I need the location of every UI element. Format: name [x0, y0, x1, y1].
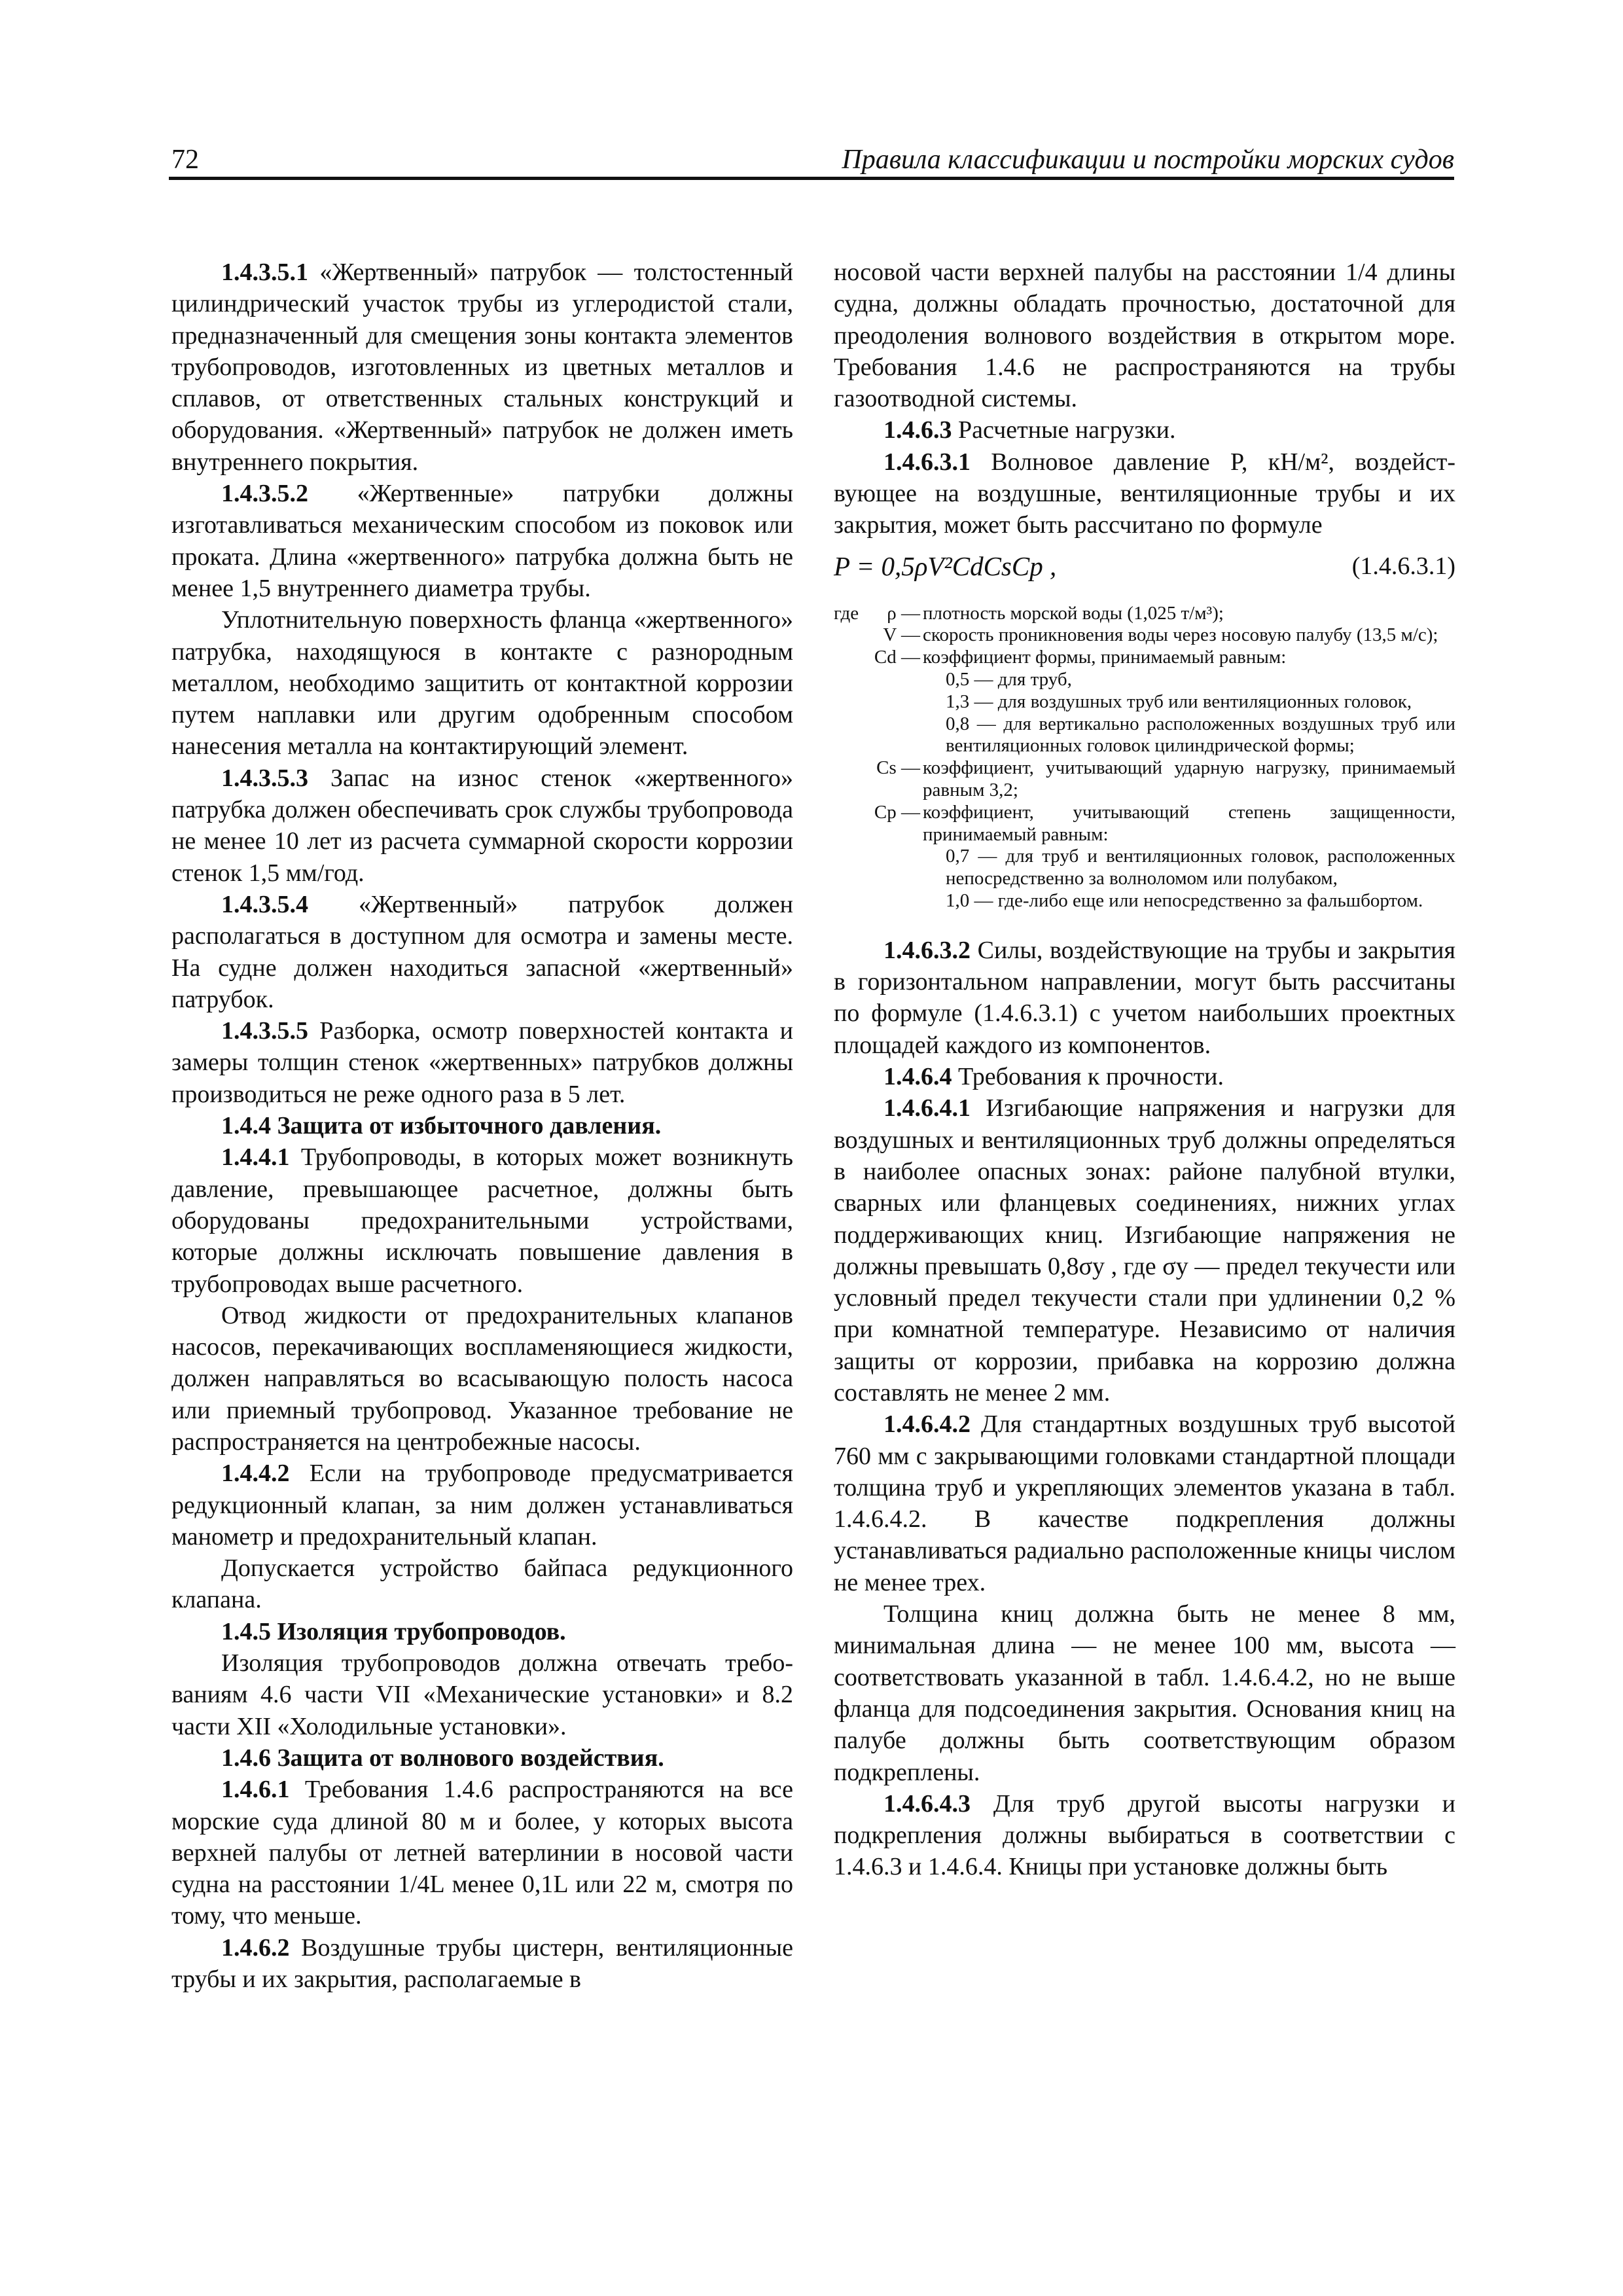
paragraph-text: Разборка, осмотр поверхностей контакта и замеры толщин стенок «жертвенных» патрубков должны производиться не реже одного раза в 5 лет. — [171, 1017, 793, 1108]
formula-number: (1.4.6.3.1) — [1351, 552, 1455, 580]
clause-number: 1.4.6.1 — [221, 1776, 290, 1804]
paragraph — [171, 1458, 793, 1552]
paragraph-text: Расчетные нагрузки. — [952, 416, 1176, 444]
clause-number: 1.4.6.3.2 — [883, 936, 971, 964]
definition-text: коэффициент формы, принимаемый равным: — [923, 647, 1287, 668]
clause-number: 1.4.3.5.3 — [221, 764, 308, 792]
definition-symbol: Cs — — [876, 757, 920, 779]
paragraph — [171, 478, 793, 604]
paragraph-text: Требования 1.4.6 распространяются на все морские суда длиной 80 м и более, у которых высота верхней палубы от летней ватерлинии в носовой части судна на расстоянии 1/4L менее 0,1L или 22 м, смотря по тому, что меньше. — [171, 1776, 793, 1930]
paragraph — [834, 414, 1455, 446]
section-heading — [171, 1616, 793, 1647]
page-number: 72 — [171, 145, 199, 175]
paragraph — [171, 604, 793, 762]
paragraph-text: 1.4.4 Защита от избыточного давления. — [221, 1112, 662, 1140]
definition-subitem: 0,5 — для труб, — [946, 669, 1072, 691]
clause-number: 1.4.6.3.1 — [883, 448, 971, 476]
where-label: где — [834, 602, 859, 624]
paragraph — [834, 1598, 1455, 1788]
paragraph-text: 1.4.5 Изоляция трубопроводов. — [221, 1617, 566, 1645]
right-top-text — [834, 257, 1455, 541]
paragraph-text: носовой части верхней палубы на расстоянии 1/4 длины судна, должны обладать прочностью, достаточной для преодоления волнового воздействия в открытом море. Требования 1.4.6 не распространяются на трубы газоотводной системы. — [834, 259, 1455, 413]
left-column — [171, 257, 793, 1995]
paragraph — [834, 1092, 1455, 1408]
paragraph — [171, 1647, 793, 1742]
clause-number: 1.4.6.4.2 — [883, 1410, 971, 1439]
clause-number: 1.4.3.5.2 — [221, 480, 308, 508]
paragraph-text: Волновое давление P, кН/м², воздействующее на воздушные, вентиляционные трубы и их закрытия, может быть рассчитано по формуле — [834, 448, 1455, 539]
definition-subitem: 1,0 — где-либо еще или непосредственно за фальшбортом. — [946, 890, 1423, 912]
definition-subitem: 1,3 — для воздушных труб или вентиляционных головок, — [946, 691, 1412, 712]
formula — [834, 550, 1455, 595]
paragraph — [834, 446, 1455, 541]
paragraph — [171, 1774, 793, 1931]
paragraph — [171, 257, 793, 478]
definition-symbol: V — — [883, 624, 920, 646]
paragraph-text: Изоляция трубопроводов должна отвечать требованиям 4.6 части VII «Механические установки» и 8.2 части XII «Холодильные установки». — [171, 1649, 793, 1740]
running-title: Правила классификации и постройки морских судов — [842, 145, 1454, 175]
definition-row — [834, 603, 1455, 625]
paragraph — [171, 1552, 793, 1616]
paragraph — [834, 1061, 1455, 1092]
definition-text: скорость проникновения воды через носовую палубу (13,5 м/с); — [923, 624, 1438, 646]
paragraph — [834, 1788, 1455, 1883]
paragraph-text: «Жертвенные» патрубки должны изготавливаться механическим способом из поковок или проката. Длина «жертвенного» патрубка должна быть не менее 1,5 внутреннего диаметра трубы. — [171, 480, 793, 602]
paragraph-text: «Жертвенный» патрубок должен располагаться в доступном для осмотра и замены месте. На судне должен находиться запасной «жертвенный» патрубок. — [171, 890, 793, 1013]
paragraph — [171, 762, 793, 889]
definition-symbol: Cp — — [874, 801, 920, 823]
paragraph-text: Для стандартных воздушных труб высотой 760 мм с закрывающими головками стандартной площади толщина труб и укрепляющих элементов указана в табл. 1.4.6.4.2. В качестве подкрепления должны устанавливаться радиально расположенные кницы числом не менее трех. — [834, 1410, 1455, 1596]
definition-row — [834, 802, 1455, 912]
paragraph-text: Допускается устройство байпаса редукционного клапана. — [171, 1554, 793, 1614]
paragraph — [171, 1141, 793, 1299]
paragraph-text: 1.4.6 Защита от волнового воздействия. — [221, 1744, 664, 1772]
paragraph-text: Толщина книц должна быть не менее 8 мм, минимальная длина — не менее 100 мм, высота — соответствовать указанной в табл. 1.4.6.4.2, но не выше фланца для подсоединения закрытия. Основания книц на палубе должны быть соответствующим образом подкреплены. — [834, 1600, 1455, 1786]
definition-symbol: ρ — — [887, 602, 920, 624]
clause-number: 1.4.3.5.1 — [221, 259, 308, 286]
paragraph-text: «Жертвенный» патрубок — толстостенный цилиндрический участок трубы из углеродистой стали, предназначенный для смещения зоны контакта элементов трубопроводов, изготовленных из цветных металлов и сплавов, от ответственных стальных конструкций и оборудования. «Жертвенный» патрубок не должен иметь внутреннего покрытия. — [171, 259, 793, 476]
right-bottom-text — [834, 935, 1455, 1883]
clause-number: 1.4.6.4.1 — [883, 1094, 971, 1122]
paragraph — [171, 889, 793, 1015]
paragraph-text: Воздушные трубы цистерн, вентиляционные трубы и их закрытия, располагаемые в — [171, 1933, 793, 1994]
paragraph-text: Изгибающие напряжения и нагрузки для воздушных и вентиляционных труб должны определяться в наиболее опасных зонах: районе палубной втулки, сварных или фланцевых соединениях, нижних углах поддерживающих книц. Изгибающие напряжения не должны превышать 0,8σy , где σy — предел текучести или условный предел текучести стали при удлинении 0,2 % при комнатной температуре. Независимо от наличия защиты от коррозии, прибавка на коррозию должна составлять не менее 2 мм. — [834, 1094, 1455, 1407]
definition-symbol: Cd — — [874, 647, 920, 668]
page-header — [169, 140, 1454, 179]
paragraph — [171, 1932, 793, 1996]
section-heading — [171, 1742, 793, 1774]
clause-number: 1.4.3.5.5 — [221, 1017, 308, 1045]
clause-number: 1.4.6.2 — [221, 1933, 290, 1962]
paragraph-text: Требования к прочности. — [952, 1063, 1224, 1091]
definition-text: коэффициент, учитывающий ударную нагрузку, принимаемый равным 3,2; — [923, 757, 1455, 801]
paragraph — [834, 1408, 1455, 1598]
definition-row — [834, 647, 1455, 757]
paragraph — [834, 935, 1455, 1061]
definition-row — [834, 624, 1455, 647]
definition-row — [834, 757, 1455, 802]
definition-subitem: 0,8 — для вертикально расположенных воздушных труб или вентиляционных головок цилиндрической формы; — [946, 713, 1455, 757]
clause-number: 1.4.6.4 — [883, 1063, 952, 1091]
section-heading — [171, 1110, 793, 1141]
clause-number: 1.4.3.5.4 — [221, 890, 308, 918]
clause-number: 1.4.4.1 — [221, 1143, 290, 1172]
definition-text: плотность морской воды (1,025 т/м³); — [923, 602, 1224, 624]
formula-expression: P = 0,5ρV²CdCsCp , — [834, 550, 1057, 581]
paragraph-text: Если на трубопроводе предусматривается редукционный клапан, за ним должен устанавливаться манометр и предохранительный клапан. — [171, 1460, 793, 1551]
formula-definitions — [834, 603, 1455, 912]
right-column — [834, 257, 1455, 1883]
paragraph — [171, 1015, 793, 1110]
definition-text: коэффициент, учитывающий степень защищенности, принимаемый равным: — [923, 801, 1455, 845]
clause-number: 1.4.4.2 — [221, 1460, 290, 1488]
paragraph-text: Силы, воздействующие на трубы и закрытия в горизонтальном направлении, могут быть рассчитаны по формуле (1.4.6.3.1) с учетом наибольших проектных площадей каждого из компонентов. — [834, 936, 1455, 1059]
paragraph-text: Трубопроводы, в которых может возникнуть давление, превышающее расчетное, должны быть оборудованы предохранительными устройствами, которые должны исключать повышение давления в трубопроводах выше расчетного. — [171, 1143, 793, 1298]
definition-subitem: 0,7 — для труб и вентиляционных головок, расположенных непосредственно за волноломом или полубаком, — [946, 846, 1455, 889]
paragraph-text: Запас на износ стенок «жертвенного» патрубка должен обеспечивать срок службы трубопровода не менее 10 лет из расчета суммарной скорости коррозии стенок 1,5 мм/год. — [171, 764, 793, 887]
paragraph-text: Для труб другой высоты нагрузки и подкрепления должны выбираться в соответствии с 1.4.6.3 и 1.4.6.4. Кницы при установке должны быть — [834, 1789, 1455, 1881]
clause-number: 1.4.6.4.3 — [883, 1789, 971, 1818]
paragraph-text: Уплотнительную поверхность фланца «жертвенного» патрубка, находящуюся в контакте с разнородным металлом, необходимо защитить от контактной коррозии путем наплавки или другим одобренным способом нанесения металла на контактирующий элемент. — [171, 606, 793, 761]
clause-number: 1.4.6.3 — [883, 416, 952, 444]
paragraph-text: Отвод жидкости от предохранительных клапанов насосов, перекачивающих воспламеняющиеся жидкости, должен направляться во всасывающую полость насоса или приемный трубопровод. Указанное требование не распространяется на центробежные насосы. — [171, 1301, 793, 1456]
paragraph — [834, 257, 1455, 414]
paragraph — [171, 1300, 793, 1458]
header-rule — [169, 177, 1454, 180]
